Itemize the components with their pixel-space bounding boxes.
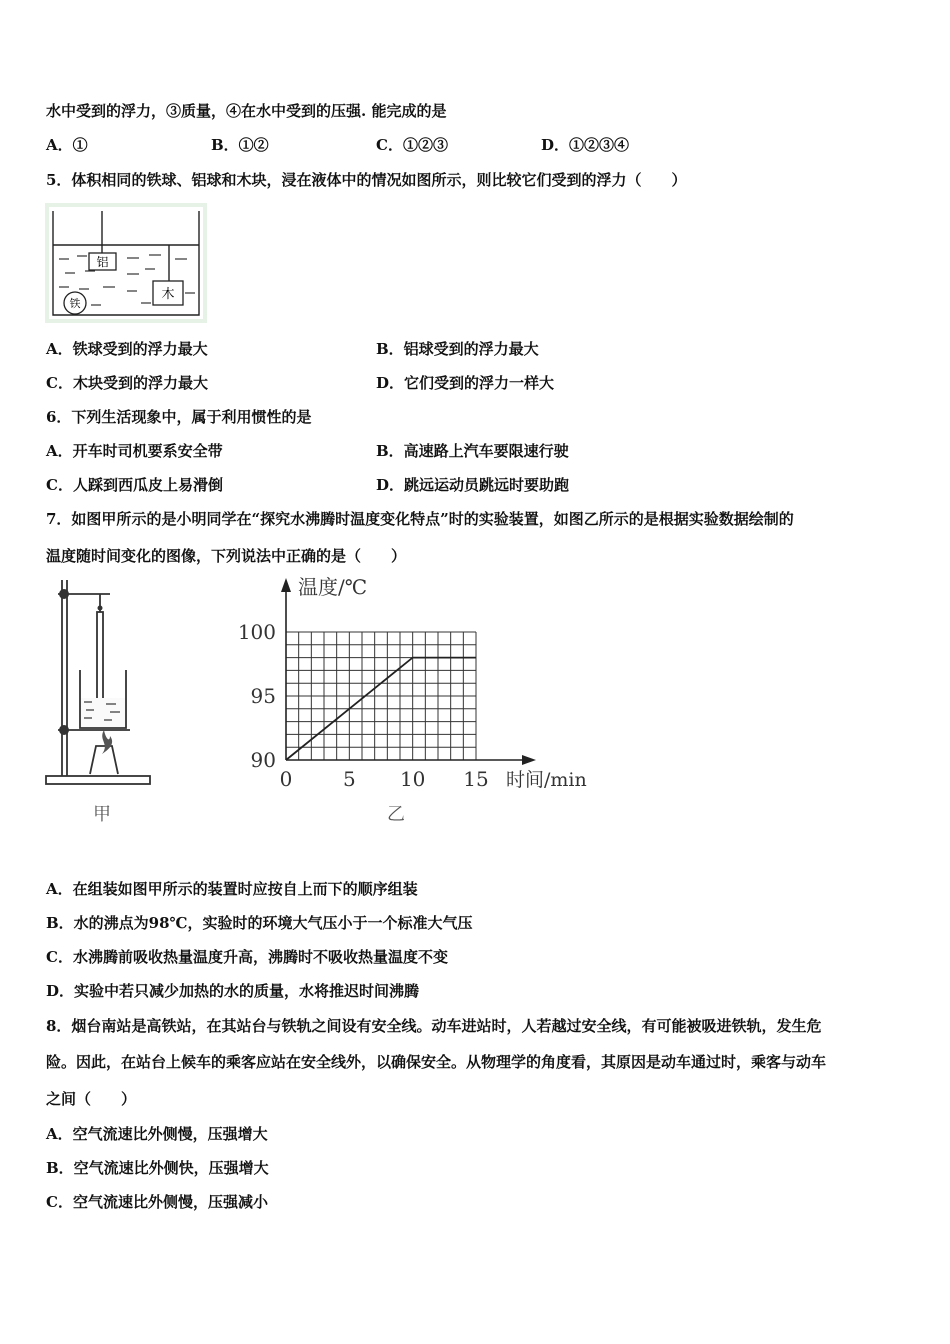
q8-stem-line2: 险。因此，在站台上候车的乘客应站在安全线外，以确保安全。从物理学的角度看，其原因是动车通过时，乘客与动车 — [46, 1053, 827, 1071]
x-tick-label: 5 — [342, 767, 356, 791]
iron-label: 铁 — [69, 297, 81, 310]
q7-option-d: D．实验中若只减少加热的水的质量，水将推迟时间沸腾 — [46, 982, 420, 1000]
q5-option-c: C．木块受到的浮力最大 — [46, 374, 208, 392]
wood-label: 木 — [161, 287, 175, 302]
q5-stem: 5．体积相同的铁球、铝球和木块，浸在液体中的情况如图所示，则比较它们受到的浮力（ ） — [46, 171, 687, 189]
q7-option-c: C．水沸腾前吸收热量温度升高，沸腾时不吸收热量温度不变 — [46, 948, 448, 966]
q8-stem-line3: 之间（ ） — [46, 1090, 137, 1108]
q6-stem: 6．下列生活现象中，属于利用惯性的是 — [46, 408, 312, 426]
q7-stem-line2: 温度随时间变化的图像，下列说法中正确的是（ ） — [46, 547, 407, 565]
q4-text: 水中受到的浮力，③质量，④在水中受到的压强. 能完成的是 — [46, 102, 447, 120]
q4-option-c: C．①②③ — [376, 136, 448, 154]
fig-jia-apparatus — [40, 578, 160, 828]
y-tick-label: 90 — [250, 748, 276, 772]
fig-yi-chart — [230, 572, 610, 832]
q6-option-b: B．高速路上汽车要限速行驶 — [376, 442, 569, 460]
q5-figure — [45, 203, 207, 323]
q8-stem-line1: 8．烟台南站是高铁站，在其站台与铁轨之间设有安全线。动车进站时，人若越过安全线，有可能被吸进铁轨，发生危 — [46, 1017, 822, 1035]
q6-option-a: A．开车时司机要系安全带 — [46, 442, 223, 460]
aluminum-label: 铝 — [96, 255, 109, 269]
q5-option-a: A．铁球受到的浮力最大 — [46, 340, 208, 358]
q6-option-c: C．人踩到西瓜皮上易滑倒 — [46, 476, 223, 494]
y-tick-label: 95 — [250, 684, 276, 708]
x-tick-label: 0 — [279, 767, 293, 791]
q8-option-b: B．空气流速比外侧快，压强增大 — [46, 1159, 269, 1177]
q4-option-a: A．① — [46, 136, 88, 154]
q4-option-d: D．①②③④ — [541, 136, 630, 154]
x-tick-label: 10 — [399, 767, 426, 791]
chart-grid — [286, 632, 476, 760]
q7-stem-line1: 7．如图甲所示的是小明同学在“探究水沸腾时温度变化特点”时的实验装置，如图乙所示的是根据实验数据绘制的 — [46, 510, 794, 528]
x-axis-arrow — [522, 755, 536, 765]
x-axis-label: 时间/min — [506, 769, 587, 791]
fig-jia-caption: 甲 — [93, 804, 111, 825]
q5-option-d: D．它们受到的浮力一样大 — [376, 374, 555, 392]
q6-option-d: D．跳远运动员跳远时要助跑 — [376, 476, 570, 494]
y-tick-label: 100 — [237, 620, 276, 644]
q4-option-b: B．①② — [211, 136, 269, 154]
y-axis-label: 温度/℃ — [298, 575, 368, 599]
q8-option-c: C．空气流速比外侧慢，压强减小 — [46, 1193, 268, 1211]
q7-option-a: A．在组装如图甲所示的装置时应按自上而下的顺序组装 — [46, 880, 418, 898]
q7-option-b: B．水的沸点为98℃，实验时的环境大气压小于一个标准大气压 — [46, 914, 473, 932]
q8-option-a: A．空气流速比外侧慢，压强增大 — [46, 1125, 268, 1143]
x-tick-label: 15 — [463, 767, 489, 791]
y-axis-arrow — [281, 578, 291, 592]
fig-yi-caption: 乙 — [387, 804, 405, 825]
q5-option-b: B．铝球受到的浮力最大 — [376, 340, 539, 358]
